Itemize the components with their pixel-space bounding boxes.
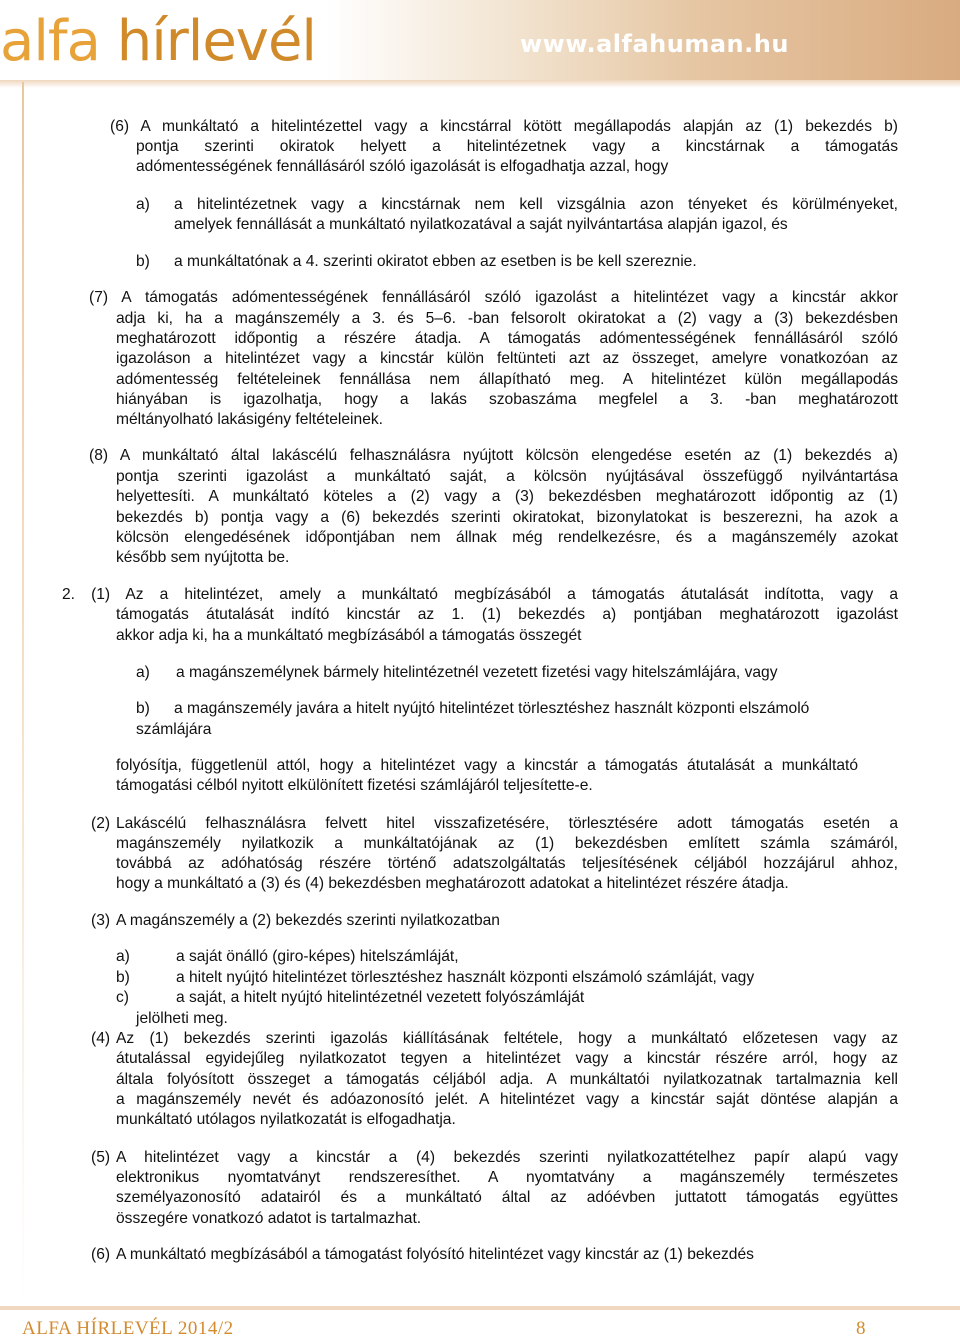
list-marker: b) — [136, 700, 150, 717]
footer-publication: ALFA HÍRLEVÉL 2014/2 — [22, 1318, 234, 1339]
paragraph-line: (7) A támogatás adómentességének fennállásáról szóló igazolást a hitelintézet vagy a kincstár akkor — [89, 289, 898, 306]
paragraph-line: összegére vonatkozó adatot is tartalmazhat. — [116, 1210, 422, 1227]
paragraph-line: A munkáltató megbízásából a támogatást folyósító hitelintézet vagy kincstár az (1) bekezdés — [116, 1246, 754, 1263]
paragraph-line: adómentesség feltételeinek fennállása nem állapítható meg. A hitelintézet külön megállapodás — [116, 371, 898, 388]
paragraph-line: adómentességének fennállásáról szóló igazolását is elfogadhatja azzal, hogy — [136, 158, 669, 175]
list-item-text: amelyek fennállását a munkáltató nyilatkozatával a saját nyilvántartása alapján igazol, és — [174, 216, 788, 233]
paragraph-line: továbbá az adóhatóság részére történő adatszolgáltatás teljesítésének céljából hozzájárul ahhoz, — [116, 855, 898, 872]
list-marker: a) — [136, 196, 150, 213]
paragraph-line: Az (1) bekezdés szerinti igazolás kiállításának feltétele, hogy a munkáltató előzetesen vagy az — [116, 1030, 898, 1047]
section-heading-line: 2. (1) Az a hitelintézet, amely a munkáltató megbízásából a támogatás átutalását indította, vagy a — [62, 586, 898, 603]
header-shadow — [0, 80, 960, 88]
paragraph-line: méltányolható lakásigény feltételeinek. — [116, 411, 383, 428]
footer-rule — [0, 1306, 960, 1310]
subsection-marker: (4) — [91, 1030, 111, 1047]
paragraph-line: általa folyósított összeget a támogatás céljából adja. A munkáltatói nyilatkozatnak tartalmaznia kell — [116, 1071, 898, 1088]
paragraph-line: Lakáscélú felhasználásra felvett hitel visszafizetésére, törlesztésére adott támogatás esetén a — [116, 815, 898, 832]
list-item-text: számlájára — [136, 721, 212, 738]
list-item-text: a hitelt nyújtó hitelintézet törlesztéshez használt központi elszámoló számláját, vagy — [176, 969, 755, 986]
list-marker: b) — [116, 969, 130, 986]
paragraph-line: a magánszemély nevét és adóazonosító jelét. A hitelintézet vagy a kincstár saját döntése alapján a — [116, 1091, 898, 1108]
list-marker: b) — [136, 253, 150, 270]
list-item-text: a munkáltatónak a 4. szerinti okiratot ebben az esetben is be kell szereznie. — [174, 253, 697, 270]
list-item-text: a magánszemélynek bármely hitelintézetnél vezetett fizetési vagy hitelszámlájára, vagy — [176, 664, 778, 681]
list-marker: c) — [116, 989, 129, 1006]
logo-part2: hírlevél — [116, 9, 316, 74]
list-item-text: a saját önálló (giro-képes) hitelszámláját, — [176, 948, 459, 965]
subsection-marker: (3) — [91, 912, 111, 929]
list-item-text: a magánszemély javára a hitelt nyújtó hitelintézet törlesztéshez használt központi elszámoló — [174, 700, 810, 717]
left-margin-rule — [22, 82, 24, 1308]
paragraph-line: támogatási célból nyitott elkülönített fizetési számlájáról teljesítette-e. — [116, 777, 593, 794]
list-item-text: jelölheti meg. — [136, 1010, 228, 1027]
header-url[interactable]: www.alfahuman.hu — [520, 30, 789, 58]
subsection-marker: (2) — [91, 815, 111, 832]
subsection-marker: (5) — [91, 1149, 111, 1166]
paragraph-line: átutalással egyidejűleg nyilatkozatot tegyen a hitelintézet vagy a kincstár részére arról, hogy az — [116, 1050, 898, 1067]
paragraph-line: támogatás átutalását indító kincstár az 1. (1) bekezdés a) pontjában meghatározott igazolást — [116, 606, 898, 623]
paragraph-line: (8) A munkáltató által lakáscélú felhasználásra nyújtott kölcsön elengedése esetén az (1) bekezdés a) — [89, 447, 898, 464]
list-item-text: a hitelintézetnek vagy a kincstárnak nem kell vizsgálnia azon tényeket és körülményeket, — [174, 196, 898, 213]
paragraph-line: pontja szerinti igazolást a munkáltató saját, a kölcsön nyújtásával összefüggő nyilvántartása — [116, 468, 898, 485]
paragraph-line: később sem nyújtotta be. — [116, 549, 290, 566]
paragraph-line: kölcsön elengedésének időpontjában nem állnak még rendelkezésre, és a magánszemély azokat — [116, 529, 898, 546]
list-marker: a) — [136, 664, 150, 681]
subsection-marker: (6) — [91, 1246, 111, 1263]
page-number: 8 — [856, 1318, 866, 1339]
paragraph-line: bekezdés b) pontja vagy a (6) bekezdés szerinti okiratokat, bizonylatokat is beszerezni, ha azok a — [116, 509, 898, 526]
paragraph-line: magánszemély nyilatkozik a munkáltatójának az (1) bekezdésben említett számla számáról, — [116, 835, 898, 852]
paragraph-line: igazoláson a hitelintézet vagy a kincstár külön feltünteti azt az összeget, amelyre vonatkozóan az — [116, 350, 898, 367]
logo — [0, 10, 316, 74]
list-marker: a) — [116, 948, 130, 965]
paragraph-line: akkor adja ki, ha a munkáltató megbízásából a támogatás összegét — [116, 627, 582, 644]
paragraph-line: hiányában is igazolhatja, hogy a lakás szobaszáma megfelel a 3. -ban meghatározott — [116, 391, 898, 408]
header-banner — [0, 0, 960, 88]
paragraph-line: A hitelintézet vagy a kincstár a (4) bekezdés szerinti nyilatkozattételhez papír alapú vagy — [116, 1149, 898, 1166]
paragraph-line: (6) A munkáltató a hitelintézettel vagy a kincstárral kötött megállapodás alapján az (1) bekezdés b) — [110, 118, 898, 135]
logo-part1: alfa — [0, 9, 100, 74]
paragraph-line: folyósítja, függetlenül attól, hogy a hitelintézet vagy a kincstár a támogatás átutalását a munkáltató — [116, 757, 858, 774]
paragraph-line: A magánszemély a (2) bekezdés szerinti nyilatkozatban — [116, 912, 500, 929]
paragraph-line: meghatározott időpontig a részére átadja. A támogatás adómentességének fennállásáról szóló — [116, 330, 898, 347]
paragraph-line: helyettesíti. A munkáltató köteles a (2) vagy a (3) bekezdésben meghatározott időpontig az (1) — [116, 488, 898, 505]
paragraph-line: személyazonosító adatairól és a munkáltató által az adóévben juttatott támogatás együttes — [116, 1189, 898, 1206]
paragraph-line: pontja szerinti okiratok helyett a hitelintézetnek vagy a kincstárnak a támogatás — [136, 138, 898, 155]
paragraph-line: munkáltató utólagos nyilatkozatát is elfogadhatja. — [116, 1111, 456, 1128]
paragraph-line: hogy a munkáltató a (3) és (4) bekezdésben meghatározott adatokat a hitelintézet részére átadja. — [116, 875, 789, 892]
paragraph-line: elektronikus nyomtatványt rendszeresíthet. A nyomtatvány a magánszemély természetes — [116, 1169, 898, 1186]
paragraph-line: adja ki, ha a magánszemély a 3. és 5–6. -ban felsorolt okiratokat a (2) vagy a (3) bekezdésben — [116, 310, 898, 327]
list-item-text: a saját, a hitelt nyújtó hitelintézetnél vezetett folyószámláját — [176, 989, 585, 1006]
